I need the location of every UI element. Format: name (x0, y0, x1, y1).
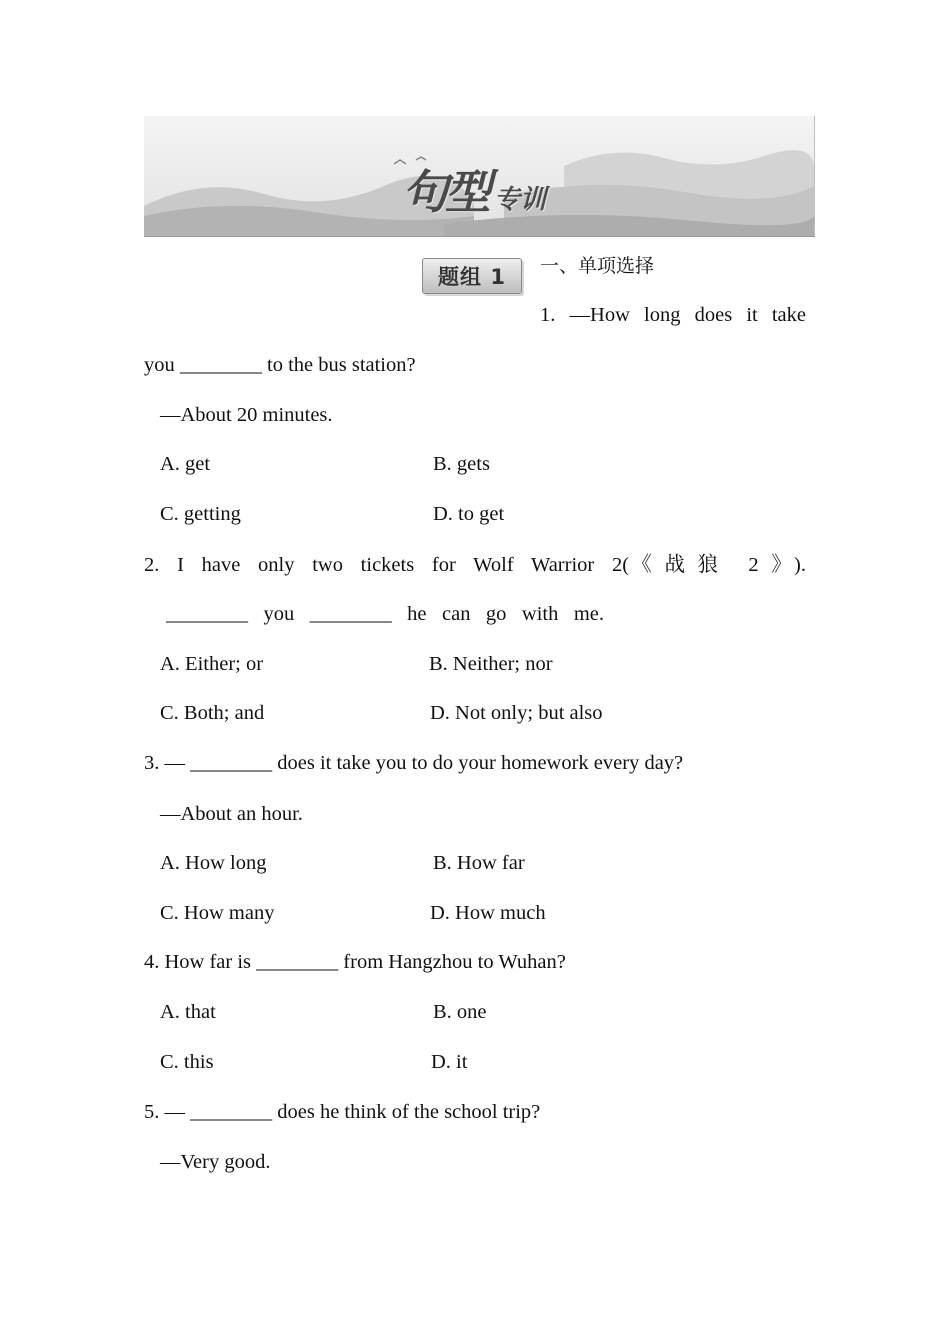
question-1-option-d: D. to get (433, 503, 505, 525)
question-1-option-b: B. gets (433, 453, 490, 475)
question-3-option-a: A. How long (160, 852, 267, 874)
group-badge-label: 题组 1 (438, 265, 506, 289)
question-2-stem-line1: 2. I have only two tickets for Wolf Warrior 2(《战狼 2》). (144, 554, 806, 576)
banner-title (402, 156, 546, 222)
banner-title-main: 句型 (402, 165, 488, 219)
question-2-stem-line2: ________ you ________ he can go with me. (166, 603, 604, 625)
question-1-stem-line1: 1. —How long does it take (540, 304, 806, 326)
question-3-option-c: C. How many (160, 902, 275, 924)
group-badge (422, 258, 522, 294)
question-4-option-b: B. one (433, 1001, 487, 1023)
question-1-option-a: A. get (160, 453, 211, 475)
header-banner (144, 116, 815, 237)
question-2-option-c: C. Both; and (160, 702, 265, 724)
question-1-answer: —About 20 minutes. (160, 404, 333, 426)
question-3-option-b: B. How far (433, 852, 525, 874)
question-4-stem: 4. How far is ________ from Hangzhou to Wuhan? (144, 951, 566, 973)
question-3-answer: —About an hour. (160, 803, 303, 825)
question-3-option-d: D. How much (430, 902, 546, 924)
question-5-answer: —Very good. (160, 1151, 271, 1173)
question-4-option-a: A. that (160, 1001, 216, 1023)
question-4-option-c: C. this (160, 1051, 214, 1073)
question-4-option-d: D. it (431, 1051, 468, 1073)
question-3-stem: 3. — ________ does it take you to do your homework every day? (144, 752, 684, 774)
question-2-option-d: D. Not only; but also (430, 702, 603, 724)
question-2-option-b: B. Neither; nor (429, 653, 553, 675)
section-title: 一、单项选择 (540, 255, 655, 277)
banner-title-sub: 专训 (494, 185, 547, 215)
question-2-option-a: A. Either; or (160, 653, 264, 675)
question-5-stem: 5. — ________ does he think of the school trip? (144, 1101, 541, 1123)
question-1-option-c: C. getting (160, 503, 241, 525)
question-1-stem-line2: you ________ to the bus station? (144, 354, 416, 376)
